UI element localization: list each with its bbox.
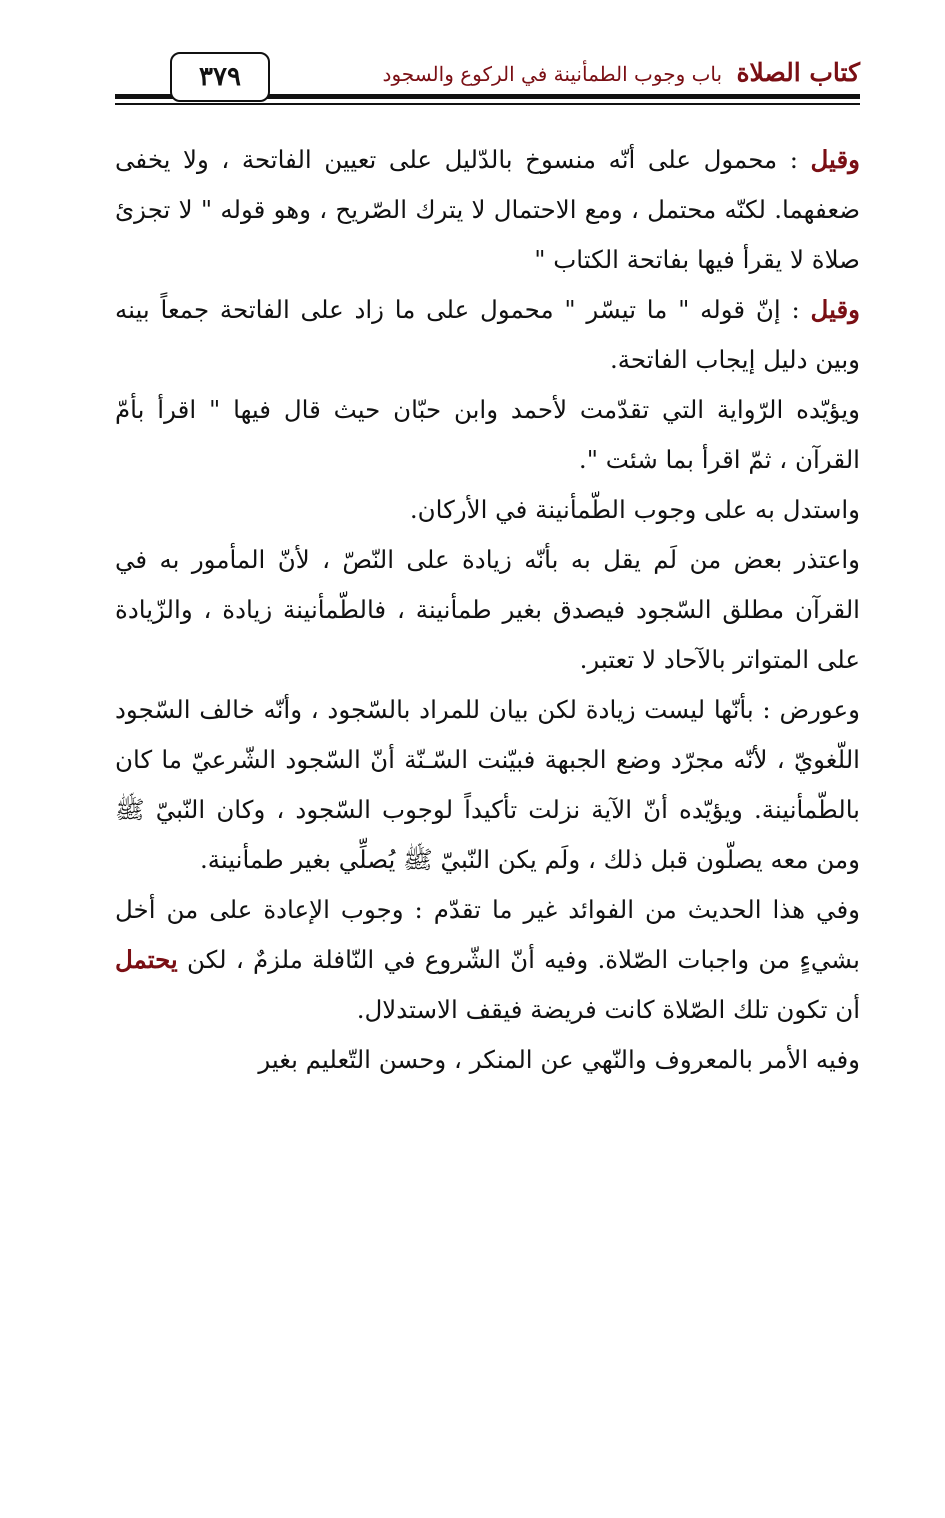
paragraph-6 [115,685,860,885]
page-number: ٣٧٩ [170,52,270,102]
paragraph-text: واستدل به على وجوب الطّمأنينة في الأركان. [409,495,860,524]
running-header [383,58,860,87]
paragraph-text: ويؤيّده الرّواية التي تقدّمت لأحمد وابن حبّان حيث قال فيها " اقرأ بأمّ القرآن ، ثمّ اقرأ بما شئت ". [115,395,860,474]
chapter-title: باب وجوب الطمأنينة في الركوع والسجود [382,62,723,86]
paragraph-text: وفيه الأمر بالمعروف والنّهي عن المنكر ، وحسن التّعليم بغير [258,1045,860,1074]
paragraph-text: وفي هذا الحديث من الفوائد غير ما تقدّم : وجوب الإعادة على من أخل بشيءٍ من واجبات الصّلاة. وفيه أنّ الشّروع في النّافلة ملزمٌ ، لكن [115,895,860,974]
paragraph-text: : إنّ قوله " ما تيسّر " محمول على ما زاد على الفاتحة جمعاً بينه وبين دليل إيجاب الفاتحة. [115,295,860,374]
highlighted-word: يحتمل [115,945,178,974]
body-text [115,135,860,1085]
paragraph-8 [115,1035,860,1085]
paragraph-lead: وقيل [810,295,861,324]
paragraph-5 [115,535,860,685]
paragraph-1 [115,135,860,285]
header-rule-thin [115,103,860,105]
paragraph-7 [115,885,860,1035]
book-title: كتاب الصلاة [736,58,860,87]
page-header [115,52,860,108]
paragraph-text-after: أن تكون تلك الصّلاة كانت فريضة فيقف الاستدلال. [356,995,860,1024]
paragraph-lead: وقيل [810,145,860,174]
paragraph-2 [115,285,860,385]
paragraph-text: : محمول على أنّه منسوخ بالدّليل على تعيين الفاتحة ، ولا يخفى ضعفهما. لكنّه محتمل ، ومع الاحتمال لا يترك الصّريح ، وهو قوله " لا تجزئ صلاة لا يقرأ فيها بفاتحة الكتاب " [115,145,860,274]
paragraph-3 [115,385,860,485]
paragraph-4 [115,485,860,535]
paragraph-text: وعورض : بأنّها ليست زيادة لكن بيان للمراد بالسّجود ، وأنّه خالف السّجود اللّغويّ ، لأنّه مجرّد وضع الجبهة فبيّنت السّـنّة أنّ السّجود الشّرعيّ ما كان بالطّمأنينة. ويؤيّده أنّ الآية نزلت تأكيداً لوجوب السّجود ، وكان النّبيّ ﷺ ومن معه يصلّون قبل ذلك ، ولَم يكن النّبيّ ﷺ يُصلِّي بغير طمأنينة. [115,695,860,874]
paragraph-text: واعتذر بعض من لَم يقل به بأنّه زيادة على النّصّ ، لأنّ المأمور به في القرآن مطلق السّجود فيصدق بغير طمأنينة ، فالطّمأنينة زيادة ، والزّيادة على المتواتر بالآحاد لا تعتبر. [115,545,860,674]
